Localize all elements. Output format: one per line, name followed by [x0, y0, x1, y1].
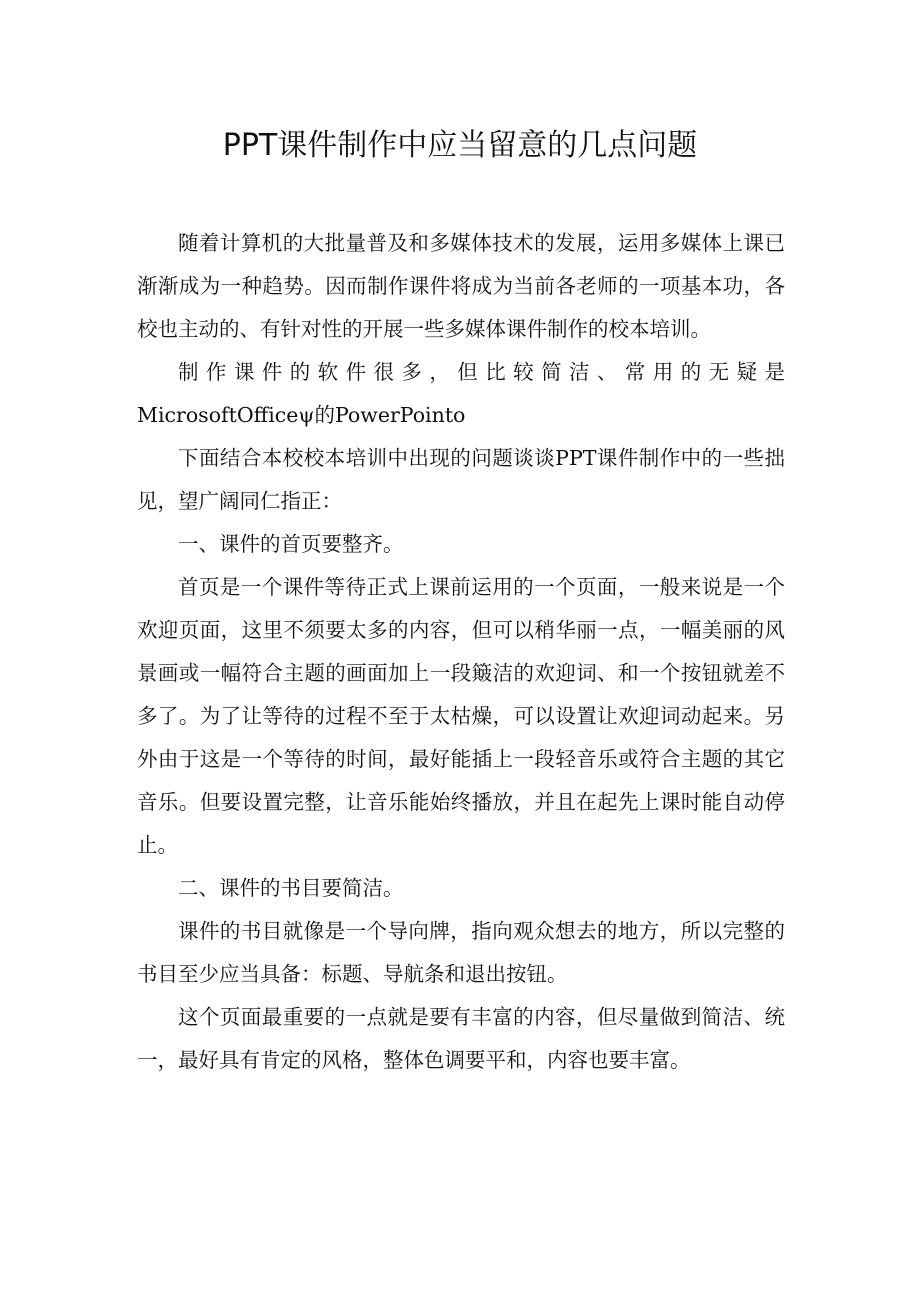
document-body [137, 222, 785, 1082]
section-heading-1: 一、课件的首页要整齐。 [178, 532, 404, 556]
paragraph-software: 制作课件的软件很多，但比较简洁、常用的无疑是MicrosoftOfficeψ的PowerPointo [137, 360, 785, 427]
paragraph-content: 这个页面最重要的一点就是要有丰富的内容，但尽量做到简洁、统一，最好具有肯定的风格，整体色调要平和，内容也要丰富。 [137, 1005, 785, 1072]
paragraph-catalog: 课件的书目就像是一个导向牌，指向观众想去的地方，所以完整的书目至少应当具备：标题、导航条和退出按钮。 [137, 919, 785, 986]
paragraph-homepage: 首页是一个课件等待正式上课前运用的一个页面，一般来说是一个欢迎页面，这里不须要太多的内容，但可以稍华丽一点，一幅美丽的风景画或一幅符合主题的画面加上一段簸洁的欢迎词、和一个按钮就差不多了。为了让等待的过程不至于太枯燥，可以设置让欢迎词动起来。另外由于这是一个等待的时间，最好能插上一段轻音乐或符合主题的其它音乐。但要设置完整，让音乐能始终播放，并且在起先上课时能自动停止。 [137, 575, 785, 857]
section-heading-2: 二、课件的书目要简洁。 [178, 876, 404, 900]
document-title: PPT课件制作中应当留意的几点问题 [222, 128, 698, 163]
paragraph-preface: 下面结合本校校本培训中出现的问题谈谈PPT课件制作中的一些拙见，望广阔同仁指正： [137, 446, 785, 513]
paragraph-intro: 随着计算机的大批量普及和多媒体技术的发展，运用多媒体上课已渐渐成为一种趋势。因而制作课件将成为当前各老师的一项基本功，各校也主动的、有针对性的开展一些多媒体课件制作的校本培训。 [137, 231, 785, 341]
